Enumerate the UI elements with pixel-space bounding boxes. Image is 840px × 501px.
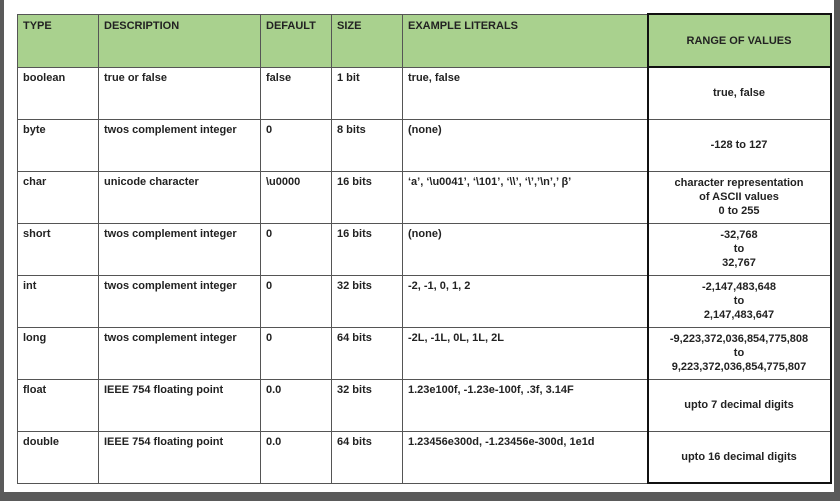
cell-default: 0	[261, 119, 332, 171]
cell-size: 16 bits	[332, 223, 403, 275]
range-line: to	[733, 295, 745, 307]
cell-type: char	[18, 171, 99, 223]
cell-size: 1 bit	[332, 67, 403, 119]
header-example-literals: EXAMPLE LITERALS	[403, 14, 648, 67]
header-type: TYPE	[18, 14, 99, 67]
table-row	[18, 67, 831, 119]
range-line: upto 16 decimal digits	[681, 450, 797, 463]
cell-default: 0	[261, 327, 332, 379]
range-line: 2,147,483,647	[703, 309, 775, 321]
table-row	[18, 171, 831, 223]
cell-range-of-values	[648, 431, 831, 483]
cell-default: 0.0	[261, 379, 332, 431]
cell-default: 0	[261, 275, 332, 327]
cell-range-of-values	[648, 67, 831, 119]
cell-description: twos complement integer	[99, 327, 261, 379]
cell-description: twos complement integer	[99, 275, 261, 327]
cell-range-of-values	[648, 379, 831, 431]
cell-description: twos complement integer	[99, 223, 261, 275]
table-row	[18, 431, 831, 483]
cell-description: twos complement integer	[99, 119, 261, 171]
cell-size: 64 bits	[332, 431, 403, 483]
cell-size: 16 bits	[332, 171, 403, 223]
cell-size: 32 bits	[332, 275, 403, 327]
table-row	[18, 275, 831, 327]
header-size: SIZE	[332, 14, 403, 67]
range-line: -32,768	[720, 229, 758, 241]
cell-size: 64 bits	[332, 327, 403, 379]
range-line: 9,223,372,036,854,775,807	[671, 361, 807, 373]
cell-description: true or false	[99, 67, 261, 119]
cell-size: 32 bits	[332, 379, 403, 431]
range-line: 32,767	[722, 257, 756, 269]
cell-description: IEEE 754 floating point	[99, 379, 261, 431]
range-line: to	[733, 243, 745, 255]
cell-example-literals: 1.23e100f, -1.23e-100f, .3f, 3.14F	[403, 379, 648, 431]
document-page	[4, 0, 834, 492]
range-line: -2,147,483,648	[701, 281, 776, 293]
cell-example-literals: -2, -1, 0, 1, 2	[403, 275, 648, 327]
cell-example-literals: true, false	[403, 67, 648, 119]
cell-type: int	[18, 275, 99, 327]
cell-range-of-values	[648, 223, 831, 275]
cell-range-of-values	[648, 327, 831, 379]
cell-type: double	[18, 431, 99, 483]
table-row	[18, 223, 831, 275]
cell-type: long	[18, 327, 99, 379]
range-line: -9,223,372,036,854,775,808	[669, 333, 809, 345]
cell-default: 0	[261, 223, 332, 275]
cell-type: float	[18, 379, 99, 431]
range-line: 0 to 255	[718, 205, 760, 217]
header-row	[18, 14, 831, 67]
header-range-of-values: RANGE OF VALUES	[648, 14, 831, 67]
header-default: DEFAULT	[261, 14, 332, 67]
range-line: character representation	[674, 177, 804, 189]
cell-example-literals: (none)	[403, 223, 648, 275]
range-line: of ASCII values	[699, 191, 779, 203]
cell-type: boolean	[18, 67, 99, 119]
cell-description: unicode character	[99, 171, 261, 223]
cell-default: \u0000	[261, 171, 332, 223]
cell-description: IEEE 754 floating point	[99, 431, 261, 483]
cell-example-literals: (none)	[403, 119, 648, 171]
table-row	[18, 379, 831, 431]
range-line: to	[733, 347, 745, 359]
table-row	[18, 119, 831, 171]
cell-type: byte	[18, 119, 99, 171]
cell-range-of-values	[648, 171, 831, 223]
java-primitive-types-table	[17, 13, 832, 484]
cell-default: false	[261, 67, 332, 119]
range-line: -128 to 127	[710, 139, 768, 151]
cell-example-literals: 1.23456e300d, -1.23456e-300d, 1e1d	[403, 431, 648, 483]
cell-default: 0.0	[261, 431, 332, 483]
cell-type: short	[18, 223, 99, 275]
cell-range-of-values	[648, 275, 831, 327]
cell-size: 8 bits	[332, 119, 403, 171]
cell-range-of-values	[648, 119, 831, 171]
range-line: upto 7 decimal digits	[684, 399, 794, 411]
cell-example-literals: ‘a’, ‘\u0041’, ‘\101’, ‘\\’, ‘\’,’\n’,’ β’	[403, 171, 648, 223]
cell-example-literals: -2L, -1L, 0L, 1L, 2L	[403, 327, 648, 379]
header-description: DESCRIPTION	[99, 14, 261, 67]
table-row	[18, 327, 831, 379]
range-line: true, false	[713, 87, 765, 100]
